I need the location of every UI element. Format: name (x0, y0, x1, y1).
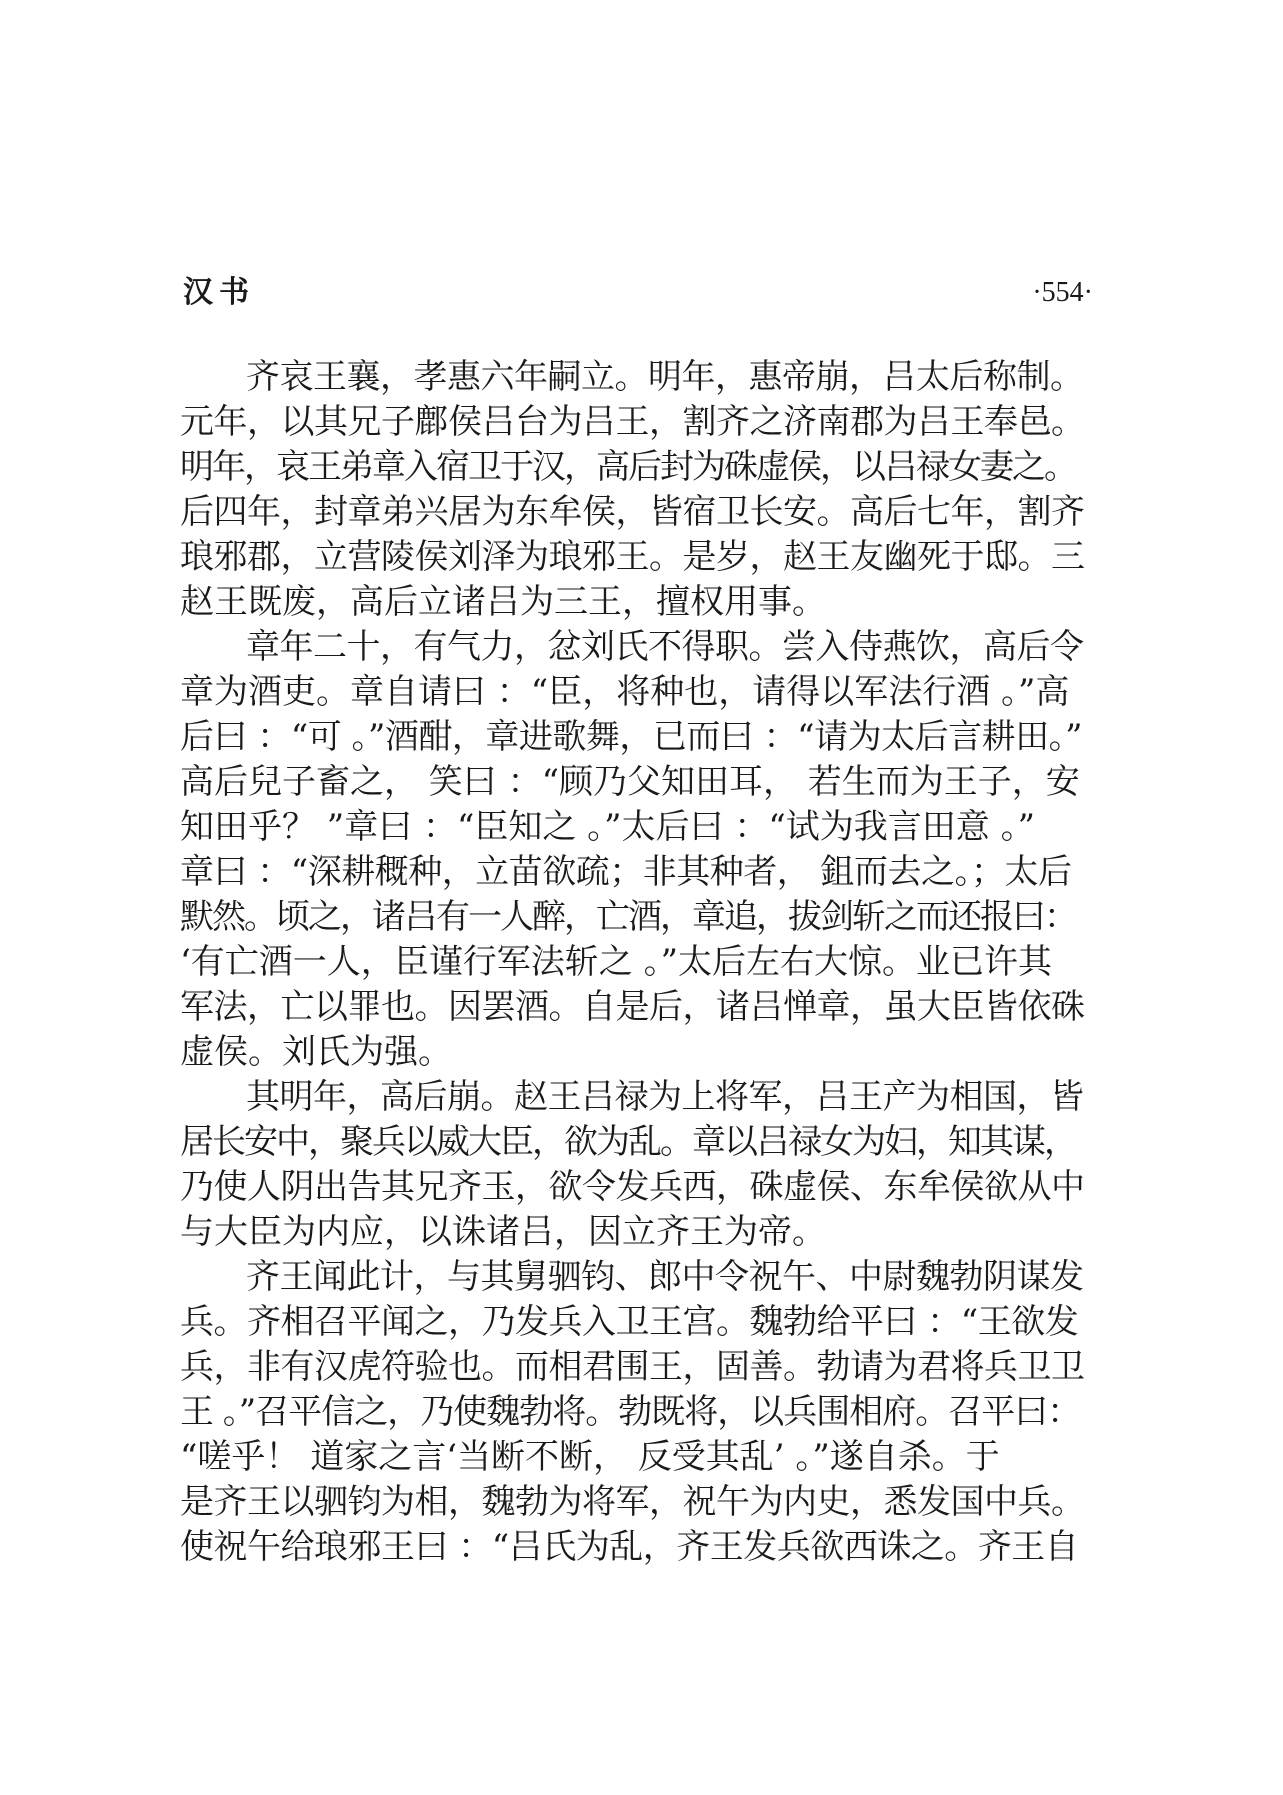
text-line: ‘有亡酒一人，臣谨行军法斩之 。”太后左右大惊。业已许其 (180, 942, 1052, 982)
text-line: “嗟乎！ 道家之言‘当断不断， 反受其乱’ 。”遂自杀。于 (180, 1437, 1000, 1477)
text-line: 使祝午给琅邪王曰 ：“吕氏为乱，齐王发兵欲西诛之。齐王自 (180, 1527, 1079, 1567)
text-line: 明年，哀王弟章入宿卫于汉，高后封为硃虚侯，以吕禄女妻之。 (180, 447, 1076, 487)
text-line: 齐哀王襄，孝惠六年嗣立。明年，惠帝崩，吕太后称制。 (246, 357, 1084, 397)
text-line: 居长安中，聚兵以威大臣，欲为乱。章以吕禄女为妇，知其谋， (180, 1122, 1076, 1162)
text-line: 兵。齐相召平闻之，乃发兵入卫王宫。魏勃给平曰 ：“王欲发 (180, 1302, 1079, 1342)
book-title: 汉书 (183, 275, 255, 310)
body-text (180, 355, 1085, 1570)
text-line: 赵王既废，高后立诸吕为三王，擅权用事。 (180, 582, 826, 622)
text-line: 元年，以其兄子鄜侯吕台为吕王，割齐之济南郡为吕王奉邑。 (180, 402, 1085, 442)
text-line: 琅邪郡，立营陵侯刘泽为琅邪王。是岁，赵王友幽死于邸。三 (180, 537, 1085, 577)
text-line: 军法，亡以罪也。因罢酒。自是后，诸吕惮章，虽大臣皆依硃 (180, 987, 1085, 1027)
text-line: 是齐王以驷钧为相，魏勃为将军，祝午为内史，悉发国中兵。 (180, 1482, 1085, 1522)
text-line: 其明年，高后崩。赵王吕禄为上将军，吕王产为相国，皆 (246, 1077, 1084, 1117)
text-line: 齐王闻此计，与其舅驷钧、郎中令祝午、中尉魏勃阴谋发 (246, 1257, 1084, 1297)
page-number: ·554· (1032, 277, 1093, 308)
text-line: 后四年，封章弟兴居为东牟侯，皆宿卫长安。高后七年，割齐 (180, 492, 1085, 532)
text-line: 兵，非有汉虎符验也。而相君围王，固善。勃请为君将兵卫卫 (180, 1347, 1085, 1387)
text-line: 章年二十，有气力，忿刘氏不得职。尝入侍燕饮，高后令 (246, 627, 1084, 667)
text-line: 虚侯。刘氏为强。 (180, 1032, 452, 1072)
text-line: 高后兒子畜之， 笑曰 ：“顾乃父知田耳， 若生而为王子，安 (180, 762, 1080, 802)
text-line: 乃使人阴出告其兄齐玉，欲令发兵西，硃虚侯、东牟侯欲从中 (180, 1167, 1085, 1207)
text-line: 默然。顷之，诸吕有一人醉，亡酒，章追，拔剑斩之而还报曰： (180, 897, 1076, 937)
text-line: 章为酒吏。章自请曰 ：“臣，将种也，请得以军法行酒 。”高 (180, 672, 1070, 712)
page-header (183, 273, 1093, 313)
text-line: 王 。”召平信之，乃使魏勃将。勃既将，以兵围相府。召平曰： (180, 1392, 1081, 1432)
text-line: 后曰 ：“可 。”酒酣，章进歌舞，已而曰 ：“请为太后言耕田。” (180, 717, 1082, 757)
text-line: 知田乎？ ”章曰 ：“臣知之 。”太后曰 ：“试为我言田意 。” (180, 807, 1035, 847)
text-line: 章曰 ：“深耕穊种，立苗欲疏；非其种者， 鉏而去之。；太后 (180, 852, 1072, 892)
text-line: 与大臣为内应，以诛诸吕，因立齐王为帝。 (180, 1212, 826, 1252)
